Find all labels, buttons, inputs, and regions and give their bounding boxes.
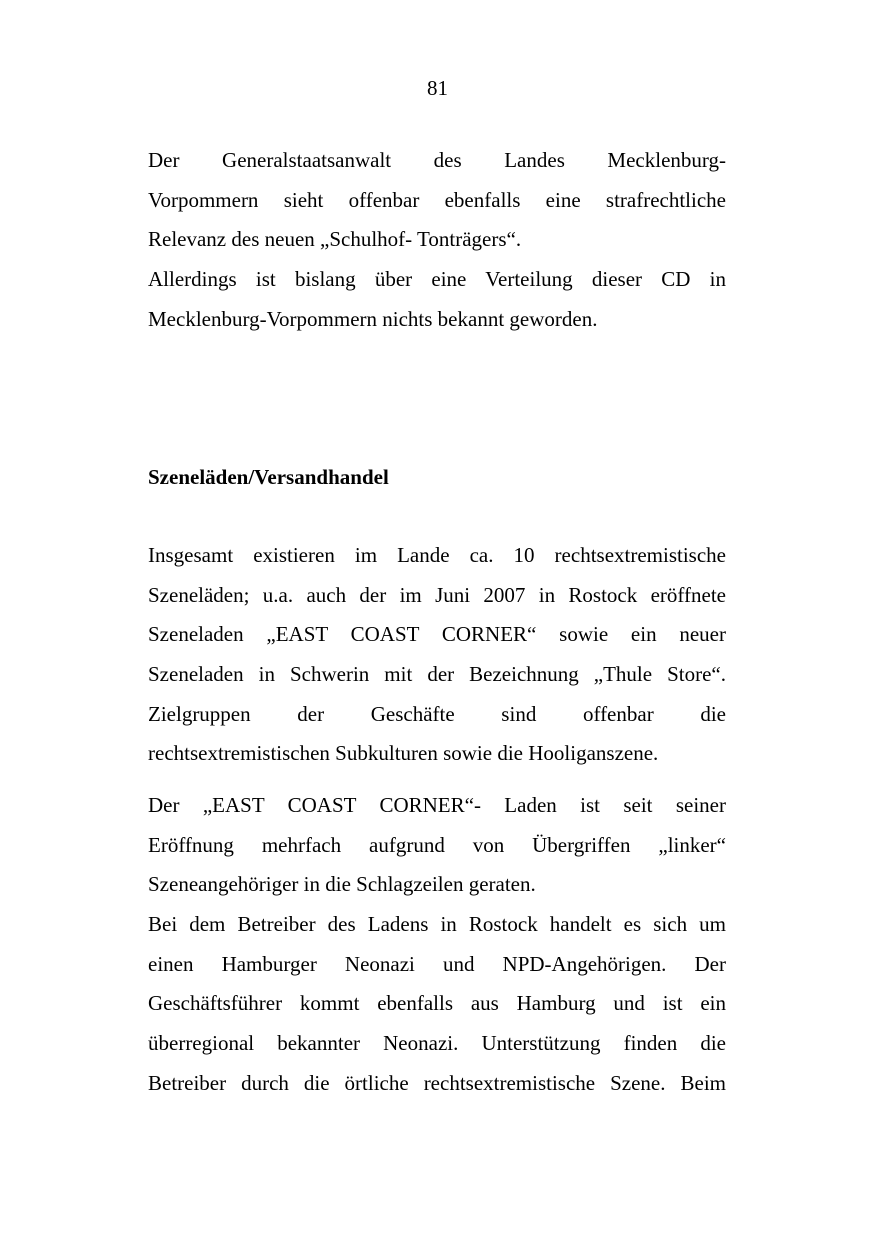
text-line: rechtsextremistischen Subkulturen sowie die Hooliganszene. bbox=[148, 741, 659, 766]
paragraph-block-3 bbox=[148, 786, 726, 1104]
text-line: überregional bekannter Neonazi. Unterstützung finden die bbox=[148, 1031, 726, 1056]
paragraph-generalstaatsanwalt bbox=[148, 141, 726, 260]
text-line: Der „EAST COAST CORNER“- Laden ist seit seiner bbox=[148, 793, 726, 817]
text-line: einen Hamburger Neonazi und NPD-Angehörigen. Der bbox=[148, 951, 726, 976]
paragraph-szenelaeden bbox=[148, 536, 726, 774]
text-line: Szeneläden; u.a. auch der im Juni 2007 in Rostock eröffnete bbox=[148, 582, 726, 607]
text-line: Eröffnung mehrfach aufgrund von Übergriffen „linker“ bbox=[148, 832, 726, 857]
text-line: Allerdings ist bislang über eine Verteilung dieser CD in bbox=[148, 267, 726, 292]
paragraph-east-coast-corner bbox=[148, 786, 726, 905]
text-line: Relevanz des neuen „Schulhof- Tonträgers“. bbox=[148, 227, 522, 252]
text-line: Szeneladen in Schwerin mit der Bezeichnung „Thule Store“. bbox=[148, 662, 726, 687]
text-line: Szeneangehöriger in die Schlagzeilen geraten. bbox=[148, 872, 536, 897]
text-line: Mecklenburg-Vorpommern nichts bekannt geworden. bbox=[148, 306, 598, 331]
paragraph-block-1 bbox=[148, 141, 726, 339]
section-heading: Szeneläden/Versandhandel bbox=[148, 465, 389, 489]
paragraph-betreiber bbox=[148, 905, 726, 1103]
text-line: Geschäftsführer kommt ebenfalls aus Hamburg und ist ein bbox=[148, 991, 726, 1016]
text-line: Zielgruppen der Geschäfte sind offenbar die bbox=[148, 701, 726, 726]
text-line: Insgesamt existieren im Lande ca. 10 rechtsextremistische bbox=[148, 543, 726, 567]
text-line: Der Generalstaatsanwalt des Landes Mecklenburg- bbox=[148, 148, 726, 172]
paragraph-verteilung bbox=[148, 260, 726, 339]
text-line: Bei dem Betreiber des Ladens in Rostock handelt es sich um bbox=[148, 912, 726, 937]
text-line: Vorpommern sieht offenbar ebenfalls eine strafrechtliche bbox=[148, 187, 726, 212]
text-line: Szeneladen „EAST COAST CORNER“ sowie ein neuer bbox=[148, 622, 726, 647]
text-line: Betreiber durch die örtliche rechtsextremistische Szene. Beim bbox=[148, 1070, 726, 1095]
page-number: 81 bbox=[427, 76, 448, 100]
